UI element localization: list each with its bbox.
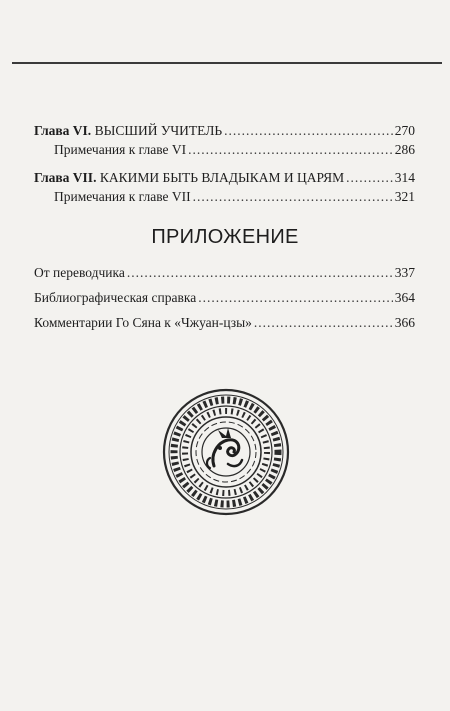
page-number: 337 <box>394 265 415 280</box>
page-number: 286 <box>394 142 415 157</box>
notes-title: Примечания к главе VII <box>54 189 191 204</box>
appendix-entry-title: От переводчика <box>34 265 125 280</box>
table-of-contents <box>34 121 415 206</box>
toc-entry-chapter-7[interactable] <box>34 168 415 187</box>
chapter-title: ВЫСШИЙ УЧИТЕЛЬ <box>91 123 223 138</box>
appendix-entry-title: Библиографическая справка <box>34 290 197 305</box>
page-number: 364 <box>394 290 415 305</box>
page-number: 321 <box>394 189 415 204</box>
dot-leader <box>346 168 393 187</box>
dot-leader <box>254 310 393 335</box>
appendix-entry-commentary[interactable] <box>34 310 415 335</box>
round-dragon-emblem-icon <box>162 388 290 516</box>
toc-entry-title <box>34 121 222 140</box>
toc-entry-title <box>34 168 344 187</box>
dot-leader <box>188 140 393 159</box>
appendix-heading: ПРИЛОЖЕНИЕ <box>151 226 299 248</box>
appendix-list <box>34 260 415 335</box>
toc-entry-notes-7[interactable] <box>34 187 415 206</box>
top-rule <box>12 62 442 64</box>
notes-title: Примечания к главе VI <box>54 142 187 157</box>
toc-entry-notes-6[interactable] <box>34 140 415 159</box>
chapter-prefix: Глава VII. <box>34 170 97 185</box>
page-number: 314 <box>394 170 415 185</box>
chapter-prefix: Глава VI. <box>34 123 92 138</box>
page-number: 366 <box>394 315 415 330</box>
appendix-entry-bibliography[interactable] <box>34 285 415 310</box>
page-number: 270 <box>394 123 415 138</box>
dot-leader <box>224 121 393 140</box>
appendix-entry-translator[interactable] <box>34 260 415 285</box>
dot-leader <box>127 260 393 285</box>
dot-leader <box>198 285 393 310</box>
appendix-entry-title: Комментарии Го Сяна к «Чжуан-цзы» <box>34 315 252 330</box>
toc-entry-chapter-6[interactable] <box>34 121 415 140</box>
dot-leader <box>193 187 393 206</box>
chapter-title: КАКИМИ БЫТЬ ВЛАДЫКАМ И ЦАРЯМ <box>96 170 345 185</box>
